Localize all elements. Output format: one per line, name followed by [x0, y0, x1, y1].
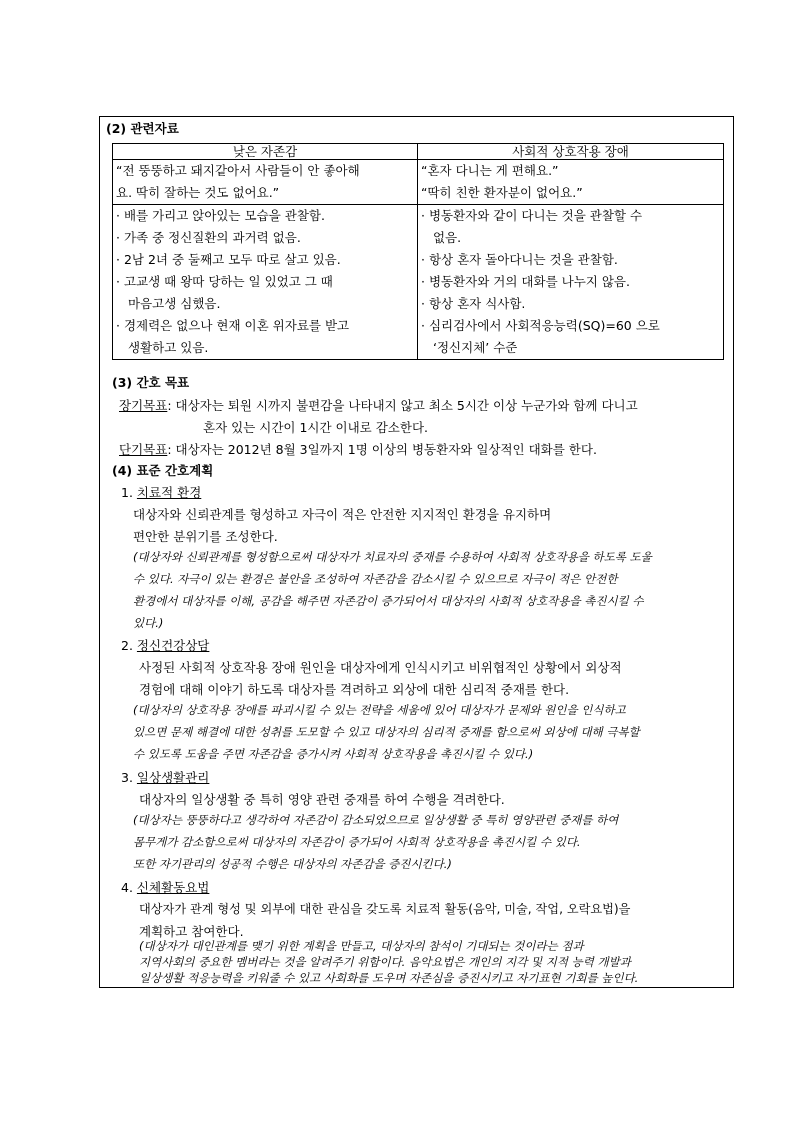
- left-item: · 경제력은 없으나 현재 이혼 위자료를 받고: [116, 318, 350, 333]
- section-4-title: (4) 표준 간호계획: [112, 463, 214, 478]
- plan-item-line: 대상자와 신뢰관계를 형성하고 자극이 적은 안전한 지지적인 환경을 유지하며: [133, 507, 552, 522]
- plan-item-number: 3.: [121, 770, 133, 785]
- left-item: · 2남 2녀 중 둘째고 모두 따로 살고 있음.: [116, 252, 341, 267]
- plan-item-title: 치료적 환경: [136, 485, 202, 500]
- plan-item-rationale: 일상생활 적응능력을 키워줄 수 있고 사회화를 도우며 자존심을 증진시키고 자기표현 기회를 높인다.: [139, 971, 639, 985]
- left-item: · 고교생 때 왕따 당하는 일 있었고 그 때: [116, 274, 333, 289]
- plan-item-number: 2.: [121, 638, 133, 653]
- short-term-goal: [119, 440, 597, 458]
- left-items-cell: [113, 205, 418, 360]
- plan-item-rationale: 있으면 문제 해결에 대한 성취를 도모할 수 있고 대상자의 심리적 중재를 함으로써 외상에 대해 극복할: [133, 725, 640, 739]
- col-header-social-interaction: 사회적 상호작용 장애: [418, 144, 724, 160]
- plan-item-number: 4.: [121, 880, 133, 895]
- right-item: · 병동환자와 같이 다니는 것을 관찰할 수: [421, 208, 643, 223]
- plan-item-heading: [121, 636, 209, 654]
- right-item: · 심리검사에서 사회적응능력(SQ)=60 으로: [421, 318, 660, 333]
- right-item: · 병동환자와 거의 대화를 나누지 않음.: [421, 274, 630, 289]
- left-quote-line: “전 뚱뚱하고 돼지같아서 사람들이 안 좋아해: [116, 163, 360, 178]
- plan-item-rationale: (대상자와 신뢰관계를 형성함으로써 대상자가 치료자의 중재를 수용하여 사회적 상호작용을 하도록 도울: [133, 550, 652, 564]
- plan-item-title: 정신건강상담: [136, 638, 210, 653]
- col-header-low-self-esteem: 낮은 자존감: [113, 144, 418, 160]
- left-quote-line: 요. 딱히 잘하는 것도 없어요.”: [116, 185, 280, 200]
- related-data-table: [112, 143, 724, 360]
- right-items-cell: [418, 205, 724, 360]
- plan-item-line: 계획하고 참여한다.: [139, 924, 244, 939]
- plan-item-rationale: 또한 자기관리의 성공적 수행은 대상자의 자존감을 증진시킨다.): [133, 857, 452, 871]
- plan-item-rationale: (대상자가 대인관계를 맺기 위한 계획을 만들고, 대상자의 참석이 기대되는 것이라는 점과: [139, 939, 584, 953]
- plan-item-rationale: (대상자는 뚱뚱하다고 생각하여 자존감이 감소되었으므로 일상생활 중 특히 영양관련 중재를 하여: [133, 813, 619, 827]
- plan-item-rationale: 환경에서 대상자를 이해, 공감을 해주면 자존감이 증가되어서 대상자의 사회적 상호작용을 촉진시킬 수: [133, 594, 644, 608]
- plan-item-line: 대상자의 일상생활 중 특히 영양 관련 중재를 하여 수행을 격려한다.: [139, 792, 505, 807]
- section-2-title: (2) 관련자료: [106, 121, 179, 136]
- section-3-title: (3) 간호 목표: [112, 375, 190, 390]
- short-term-goal-label: 단기목표: [119, 442, 168, 457]
- long-term-goal-text-2: 혼자 있는 시간이 1시간 이내로 감소한다.: [203, 420, 428, 435]
- left-item: 생활하고 있음.: [128, 340, 209, 355]
- left-item: 마음고생 심했음.: [128, 296, 221, 311]
- right-quote-cell: [418, 160, 724, 205]
- short-term-goal-text: : 대상자는 2012년 8월 3일까지 1명 이상의 병동환자와 일상적인 대화를 한다.: [167, 442, 597, 457]
- plan-item-rationale: 수 있도록 도움을 주면 자존감을 증가시켜 사회적 상호작용을 촉진시킬 수 있다.): [133, 747, 534, 761]
- plan-item-heading: [121, 483, 201, 501]
- right-item: 없음.: [433, 230, 462, 245]
- right-item: · 항상 혼자 돌아다니는 것을 관찰함.: [421, 252, 618, 267]
- long-term-goal: [119, 396, 638, 414]
- plan-item-rationale: 있다.): [133, 616, 164, 630]
- long-term-goal-text: : 대상자는 퇴원 시까지 불편감을 나타내지 않고 최소 5시간 이상 누군가와 함께 다니고: [167, 398, 638, 413]
- plan-item-line: 사정된 사회적 상호작용 장애 원인을 대상자에게 인식시키고 비위협적인 상황에서 외상적: [139, 660, 622, 675]
- right-item: ‘정신지체’ 수준: [433, 340, 518, 355]
- left-quote-cell: [113, 160, 418, 205]
- plan-item-number: 1.: [121, 485, 133, 500]
- plan-item-line: 대상자가 관계 형성 및 외부에 대한 관심을 갖도록 치료적 활동(음악, 미술, 작업, 오락요법)을: [139, 902, 631, 916]
- right-quote-line: “딱히 친한 환자분이 없어요.”: [421, 185, 583, 200]
- left-item: · 가족 중 정신질환의 과거력 없음.: [116, 230, 301, 245]
- plan-item-heading: [121, 878, 209, 896]
- plan-item-title: 일상생활관리: [136, 770, 210, 785]
- plan-item-rationale: (대상자의 상호작용 장애를 파괴시킬 수 있는 전략을 세움에 있어 대상자가 문제와 원인을 인식하고: [133, 703, 626, 717]
- left-item: · 배를 가리고 앉아있는 모습을 관찰함.: [116, 208, 325, 223]
- plan-item-rationale: 수 있다. 자극이 있는 환경은 불안을 조성하여 자존감을 감소시킬 수 있으므로 자극이 적은 안전한: [133, 572, 618, 586]
- plan-item-title: 신체활동요법: [136, 880, 210, 895]
- plan-item-line: 경험에 대해 이야기 하도록 대상자를 격려하고 외상에 대한 심리적 중재를 한다.: [139, 682, 570, 697]
- right-quote-line: “혼자 다니는 게 편해요.”: [421, 163, 559, 178]
- long-term-goal-label: 장기목표: [119, 398, 168, 413]
- plan-item-heading: [121, 768, 209, 786]
- right-item: · 항상 혼자 식사함.: [421, 296, 526, 311]
- plan-item-rationale: 지역사회의 중요한 멤버라는 것을 알려주기 위함이다. 음악요법은 개인의 지각 및 지적 능력 개발과: [139, 955, 631, 969]
- plan-item-line: 편안한 분위기를 조성한다.: [133, 529, 278, 544]
- plan-item-rationale: 몸무게가 감소함으로써 대상자의 자존감이 증가되어 사회적 상호작용을 촉진시킬 수 있다.: [133, 835, 581, 849]
